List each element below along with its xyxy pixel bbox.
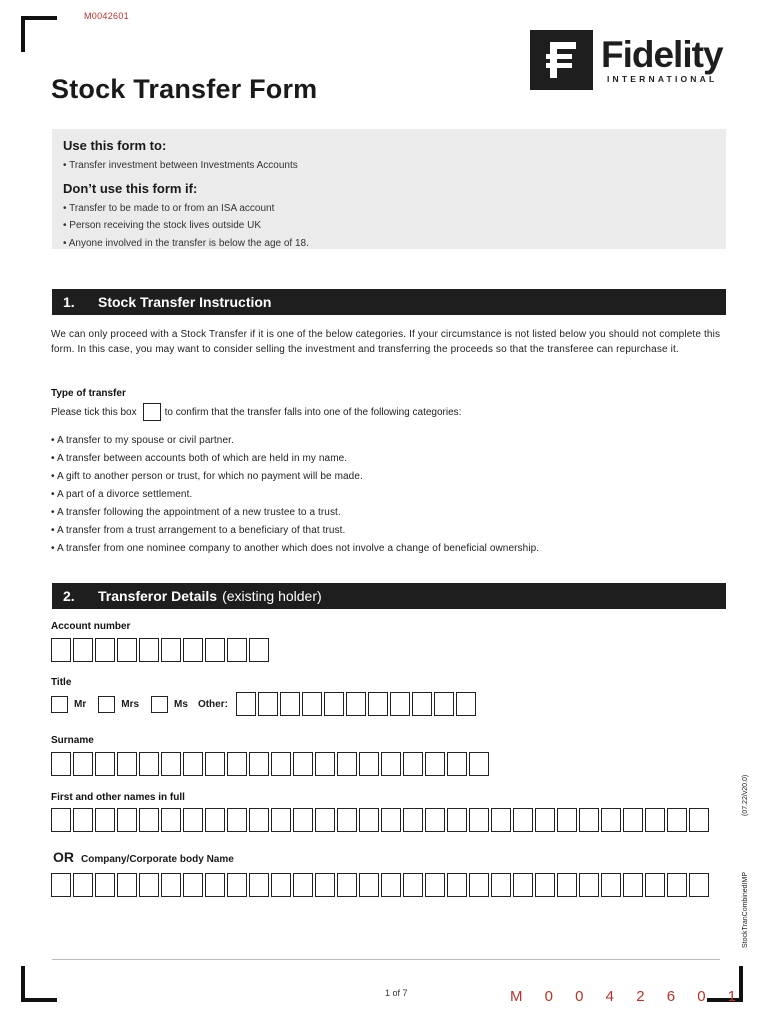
company-name-label: Company/Corporate body Name xyxy=(81,854,234,865)
confirm-tick-row xyxy=(51,403,461,421)
title-ms-label: Ms xyxy=(174,698,188,710)
title-options-row xyxy=(51,692,478,716)
title-mrs-checkbox[interactable] xyxy=(98,696,115,713)
char-cell[interactable] xyxy=(447,873,467,897)
char-cell[interactable] xyxy=(139,638,159,662)
transfer-categories-list xyxy=(51,432,539,558)
char-cell[interactable] xyxy=(368,692,388,716)
char-cell[interactable] xyxy=(447,752,467,776)
char-cell[interactable] xyxy=(183,638,203,662)
title-mr-label: Mr xyxy=(74,698,87,710)
section-1-paragraph: We can only proceed with a Stock Transfer if it is one of the below categories. If your circumstance is not listed below you should not complete this form. In this case, you may want to consider selling the investment and transferring the proceeds so that the transferee can repurchase it. xyxy=(51,329,721,355)
crop-mark-top-left xyxy=(21,16,57,52)
type-of-transfer-label: Type of transfer xyxy=(51,388,126,399)
char-cell[interactable] xyxy=(359,873,379,897)
char-cell[interactable] xyxy=(249,808,269,832)
char-cell[interactable] xyxy=(346,692,366,716)
section-2-subtitle: (existing holder) xyxy=(222,588,322,604)
dont-use-item: • Person receiving the stock lives outside UK xyxy=(63,217,715,235)
list-item: • A transfer following the appointment of a new trustee to a trust. xyxy=(51,504,539,522)
title-option-mrs[interactable] xyxy=(98,696,139,713)
char-cell[interactable] xyxy=(324,692,344,716)
company-name-heading xyxy=(53,849,234,865)
char-cell[interactable] xyxy=(95,808,115,832)
char-cell[interactable] xyxy=(469,873,489,897)
account-number-field[interactable] xyxy=(51,638,271,662)
char-cell[interactable] xyxy=(557,873,577,897)
char-cell[interactable] xyxy=(205,752,225,776)
logo-subtitle: INTERNATIONAL xyxy=(607,73,718,84)
title-label: Title xyxy=(51,677,72,688)
list-item: • A part of a divorce settlement. xyxy=(51,486,539,504)
char-cell[interactable] xyxy=(456,692,476,716)
char-cell[interactable] xyxy=(258,692,278,716)
char-cell[interactable] xyxy=(117,808,137,832)
char-cell[interactable] xyxy=(447,808,467,832)
section-1-header xyxy=(52,289,726,315)
title-mr-checkbox[interactable] xyxy=(51,696,68,713)
char-cell[interactable] xyxy=(227,752,247,776)
char-cell[interactable] xyxy=(73,873,93,897)
char-cell[interactable] xyxy=(337,752,357,776)
company-name-field[interactable] xyxy=(51,873,711,897)
section-2-number: 2. xyxy=(63,588,75,604)
use-item: • Transfer investment between Investments Accounts xyxy=(63,157,715,175)
section-1-title: Stock Transfer Instruction xyxy=(98,294,272,310)
char-cell[interactable] xyxy=(117,638,137,662)
char-cell[interactable] xyxy=(227,638,247,662)
confirm-checkbox[interactable] xyxy=(143,403,161,421)
char-cell[interactable] xyxy=(139,752,159,776)
char-cell[interactable] xyxy=(689,808,709,832)
section-2-header xyxy=(52,583,726,609)
char-cell[interactable] xyxy=(51,638,71,662)
page-title: Stock Transfer Form xyxy=(51,74,318,104)
fidelity-mark-icon xyxy=(530,30,593,90)
char-cell[interactable] xyxy=(280,692,300,716)
char-cell[interactable] xyxy=(623,808,643,832)
char-cell[interactable] xyxy=(161,638,181,662)
char-cell[interactable] xyxy=(513,808,533,832)
char-cell[interactable] xyxy=(535,873,555,897)
side-version-code: (07.22/v20.0) xyxy=(742,774,749,816)
char-cell[interactable] xyxy=(315,752,335,776)
char-cell[interactable] xyxy=(403,873,423,897)
char-cell[interactable] xyxy=(579,808,599,832)
list-item: • A transfer to my spouse or civil partner. xyxy=(51,432,539,450)
char-cell[interactable] xyxy=(117,752,137,776)
or-label: OR xyxy=(53,849,74,865)
char-cell[interactable] xyxy=(390,692,410,716)
char-cell[interactable] xyxy=(117,873,137,897)
char-cell[interactable] xyxy=(689,873,709,897)
surname-label: Surname xyxy=(51,735,94,746)
char-cell[interactable] xyxy=(667,873,687,897)
char-cell[interactable] xyxy=(491,873,511,897)
char-cell[interactable] xyxy=(469,808,489,832)
fidelity-logo xyxy=(530,30,723,90)
char-cell[interactable] xyxy=(293,752,313,776)
use-heading: Use this form to: xyxy=(63,138,167,153)
page-number: 1 of 7 xyxy=(385,988,408,998)
char-cell[interactable] xyxy=(205,808,225,832)
usage-info-box xyxy=(52,129,726,249)
char-cell[interactable] xyxy=(51,873,71,897)
char-cell[interactable] xyxy=(161,752,181,776)
char-cell[interactable] xyxy=(161,808,181,832)
char-cell[interactable] xyxy=(139,808,159,832)
char-cell[interactable] xyxy=(73,808,93,832)
char-cell[interactable] xyxy=(271,808,291,832)
char-cell[interactable] xyxy=(183,808,203,832)
char-cell[interactable] xyxy=(623,873,643,897)
char-cell[interactable] xyxy=(359,752,379,776)
char-cell[interactable] xyxy=(425,752,445,776)
crop-mark-bottom-left xyxy=(21,966,57,1002)
char-cell[interactable] xyxy=(425,808,445,832)
list-item: • A transfer between accounts both of which are held in my name. xyxy=(51,450,539,468)
char-cell[interactable] xyxy=(491,808,511,832)
char-cell[interactable] xyxy=(271,752,291,776)
section-1-number: 1. xyxy=(63,294,75,310)
account-number-label: Account number xyxy=(51,621,131,632)
char-cell[interactable] xyxy=(381,752,401,776)
char-cell[interactable] xyxy=(579,873,599,897)
char-cell[interactable] xyxy=(359,808,379,832)
char-cell[interactable] xyxy=(513,873,533,897)
char-cell[interactable] xyxy=(315,873,335,897)
tick-text-after: to confirm that the transfer falls into one of the following categories: xyxy=(164,406,462,418)
reference-code-top: M0042601 xyxy=(84,11,129,21)
side-form-code: StockTranCombinedIMP xyxy=(742,872,749,948)
list-item: • A transfer from one nominee company to another which does not involve a change of beneficial ownership. xyxy=(51,540,539,558)
tick-text-before: Please tick this box xyxy=(51,406,137,418)
char-cell[interactable] xyxy=(271,873,291,897)
char-cell[interactable] xyxy=(381,873,401,897)
char-cell[interactable] xyxy=(183,752,203,776)
logo-name: Fidelity xyxy=(601,33,723,75)
dont-use-item: • Transfer to be made to or from an ISA account xyxy=(63,200,715,218)
char-cell[interactable] xyxy=(535,808,555,832)
char-cell[interactable] xyxy=(249,638,269,662)
char-cell[interactable] xyxy=(227,873,247,897)
footer-divider xyxy=(52,959,720,960)
section-2-title: Transferor Details xyxy=(98,588,218,604)
char-cell[interactable] xyxy=(51,752,71,776)
char-cell[interactable] xyxy=(205,638,225,662)
char-cell[interactable] xyxy=(95,638,115,662)
char-cell[interactable] xyxy=(293,873,313,897)
char-cell[interactable] xyxy=(139,873,159,897)
char-cell[interactable] xyxy=(183,873,203,897)
char-cell[interactable] xyxy=(51,808,71,832)
title-option-mr[interactable] xyxy=(51,696,86,713)
char-cell[interactable] xyxy=(469,752,489,776)
char-cell[interactable] xyxy=(293,808,313,832)
char-cell[interactable] xyxy=(601,873,621,897)
char-cell[interactable] xyxy=(403,752,423,776)
dont-use-item: • Anyone involved in the transfer is below the age of 18. xyxy=(63,235,715,253)
char-cell[interactable] xyxy=(315,808,335,832)
char-cell[interactable] xyxy=(403,808,423,832)
char-cell[interactable] xyxy=(434,692,454,716)
dont-use-heading: Don’t use this form if: xyxy=(63,180,198,196)
char-cell[interactable] xyxy=(236,692,256,716)
char-cell[interactable] xyxy=(645,873,665,897)
title-other-label: Other: xyxy=(197,698,228,710)
char-cell[interactable] xyxy=(412,692,432,716)
char-cell[interactable] xyxy=(557,808,577,832)
first-names-field[interactable] xyxy=(51,808,711,832)
char-cell[interactable] xyxy=(95,873,115,897)
char-cell[interactable] xyxy=(227,808,247,832)
char-cell[interactable] xyxy=(161,873,181,897)
char-cell[interactable] xyxy=(601,808,621,832)
list-item: • A gift to another person or trust, for which no payment will be made. xyxy=(51,468,539,486)
title-ms-checkbox[interactable] xyxy=(151,696,168,713)
title-mrs-label: Mrs xyxy=(121,698,140,710)
list-item: • A transfer from a trust arrangement to a beneficiary of that trust. xyxy=(51,522,539,540)
reference-code-bottom: M 0 0 4 2 6 0 1 xyxy=(510,988,746,1005)
char-cell[interactable] xyxy=(249,752,269,776)
title-option-ms[interactable] xyxy=(151,696,188,713)
char-cell[interactable] xyxy=(302,692,322,716)
char-cell[interactable] xyxy=(667,808,687,832)
char-cell[interactable] xyxy=(381,808,401,832)
char-cell[interactable] xyxy=(95,752,115,776)
char-cell[interactable] xyxy=(73,752,93,776)
surname-field[interactable] xyxy=(51,752,491,776)
char-cell[interactable] xyxy=(425,873,445,897)
title-other-field[interactable] xyxy=(236,692,478,716)
first-names-label: First and other names in full xyxy=(51,792,185,803)
char-cell[interactable] xyxy=(249,873,269,897)
char-cell[interactable] xyxy=(205,873,225,897)
char-cell[interactable] xyxy=(73,638,93,662)
char-cell[interactable] xyxy=(337,873,357,897)
char-cell[interactable] xyxy=(337,808,357,832)
char-cell[interactable] xyxy=(645,808,665,832)
